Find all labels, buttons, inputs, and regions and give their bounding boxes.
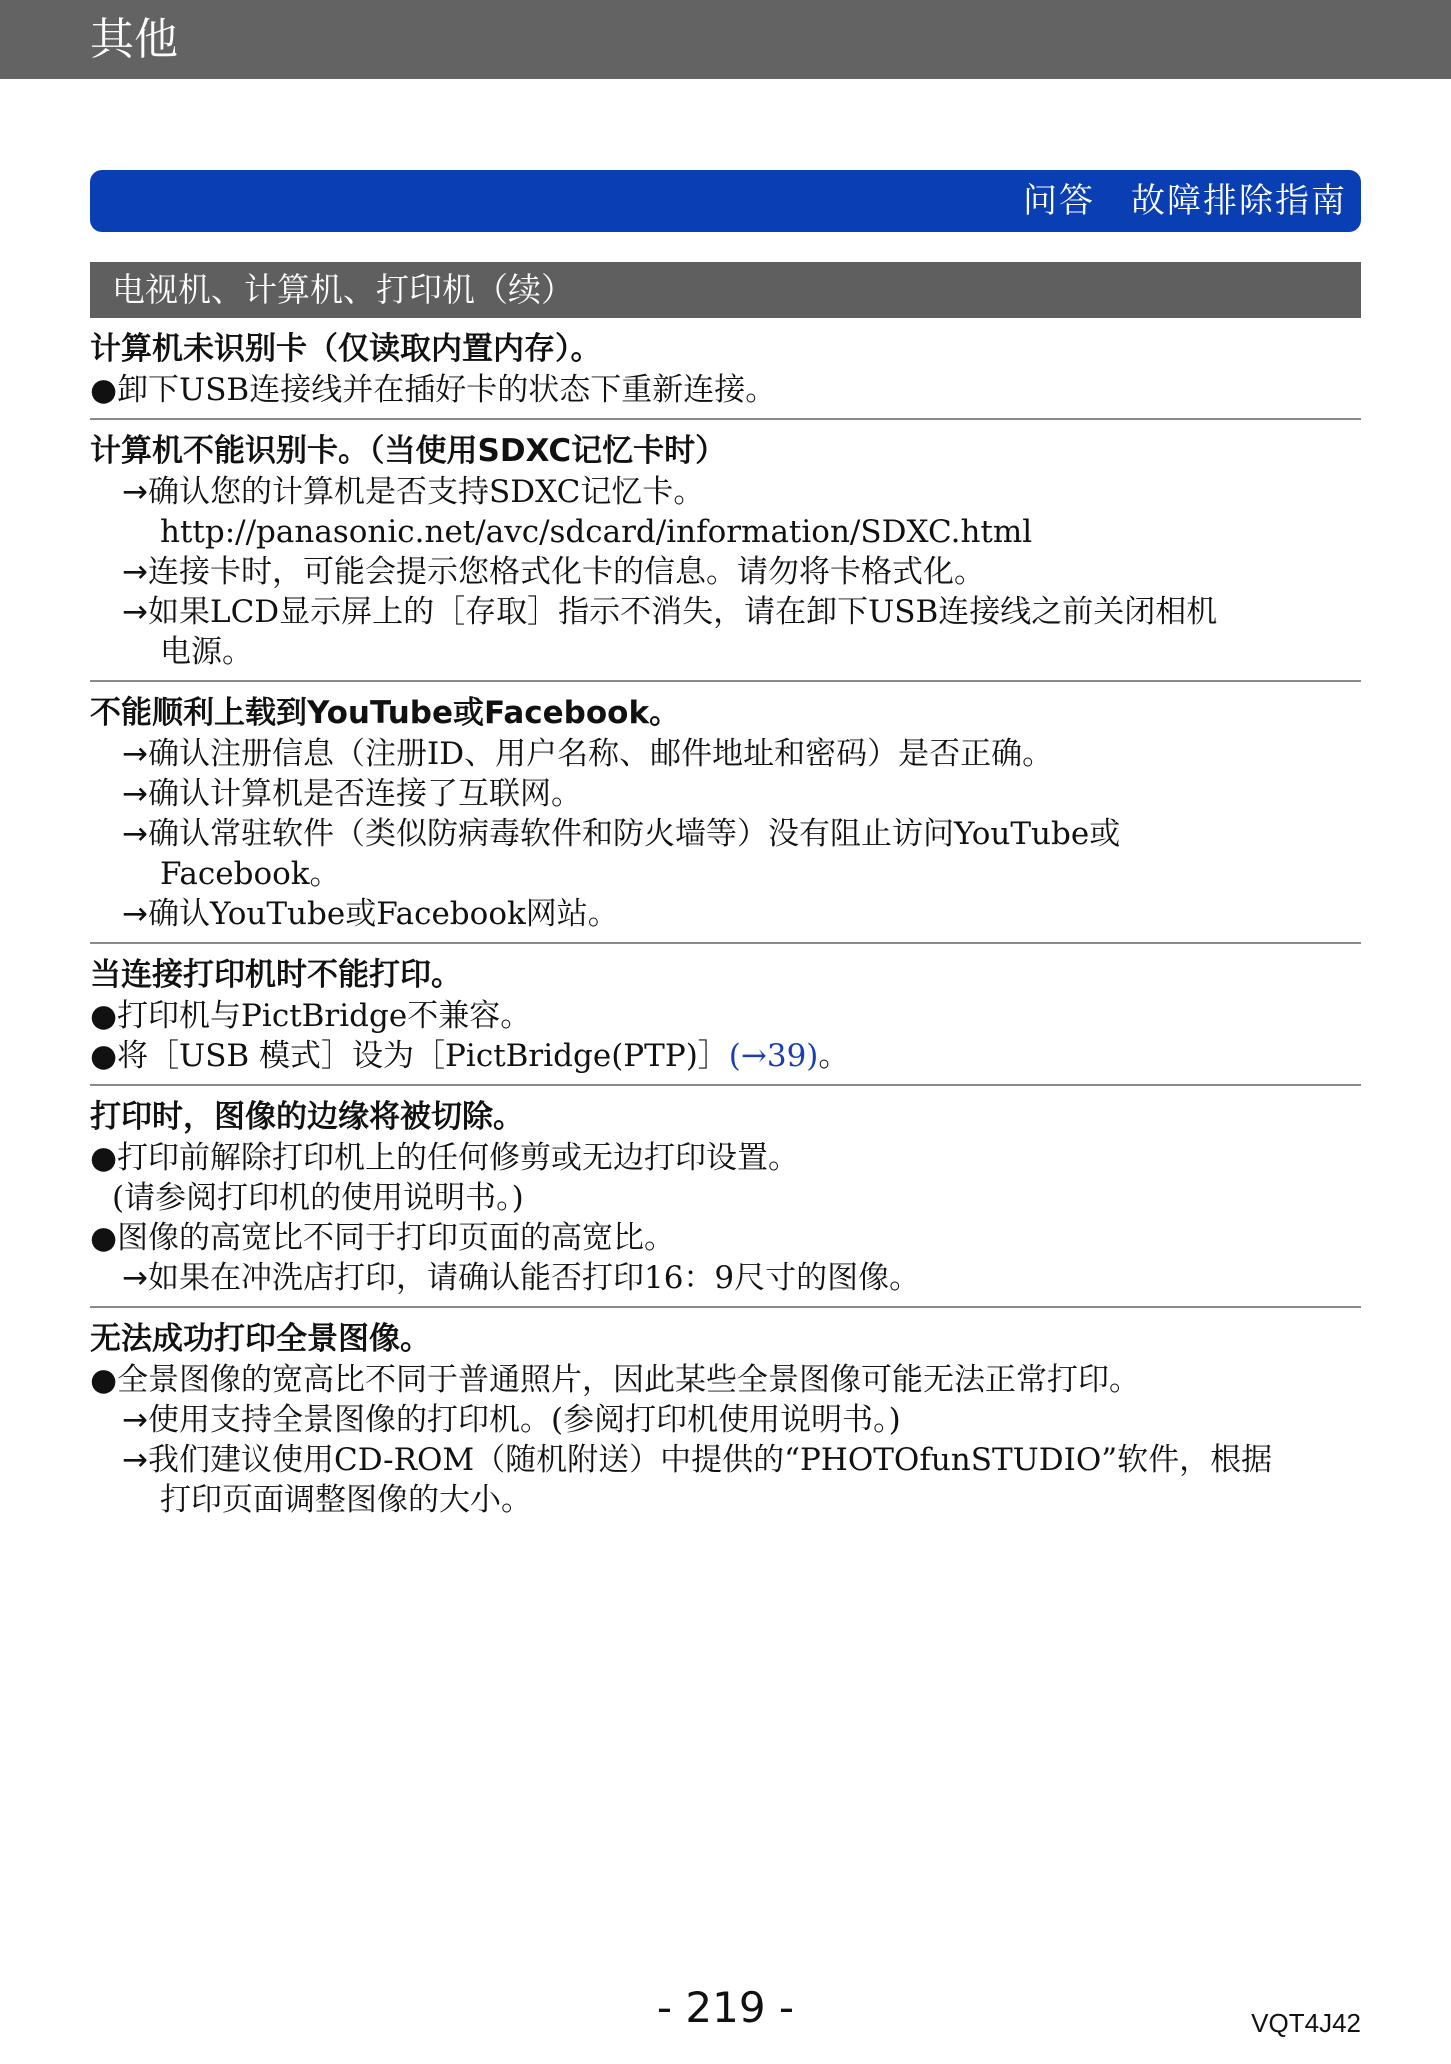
support-url: http://panasonic.net/avc/sdcard/information/SDXC.html: [160, 514, 1033, 550]
topic-banner-text: 问答 故障排除指南: [1023, 181, 1347, 221]
qa-item: [90, 420, 1361, 682]
answer-bullet: ● 卸下USB连接线并在插好卡的状态下重新连接。: [90, 370, 1361, 410]
qa-item: [90, 322, 1361, 420]
answer-bullet: ● 全景图像的宽高比不同于普通照片，因此某些全景图像可能无法正常打印。: [90, 1360, 1361, 1400]
section-heading-bar: [90, 262, 1361, 318]
answer-arrow: → 确认计算机是否连接了互联网。: [90, 774, 1361, 814]
question-heading: 当连接打印机时不能打印。: [90, 957, 462, 993]
answer-bullet: ● 将［USB 模式］设为［PictBridge(PTP)］(→39)。: [90, 1036, 1361, 1076]
page-reference-link[interactable]: (→39): [728, 1038, 819, 1074]
answer-arrow: → 我们建议使用CD-ROM（随机附送）中提供的“PHOTOfunSTUDIO”软件，根据: [90, 1440, 1361, 1480]
answer-arrow: → 确认注册信息（注册ID、用户名称、邮件地址和密码）是否正确。: [90, 734, 1361, 774]
qa-item: [90, 1086, 1361, 1308]
answer-arrow: → 如果LCD显示屏上的［存取］指示不消失，请在卸下USB连接线之前关闭相机: [90, 592, 1361, 632]
answer-continuation: 电源。: [160, 634, 253, 670]
section-heading: 电视机、计算机、打印机（续）: [112, 270, 574, 309]
answer-arrow: → 确认您的计算机是否支持SDXC记忆卡。: [90, 472, 1361, 512]
answer-continuation: Facebook。: [160, 856, 341, 892]
question-heading: 不能顺利上载到YouTube或Facebook。: [90, 695, 681, 731]
top-header-bar: [0, 0, 1451, 79]
answer-continuation: 打印页面调整图像的大小。: [160, 1482, 532, 1518]
qa-item: [90, 944, 1361, 1086]
qa-list: [90, 322, 1361, 1528]
answer-arrow: → 使用支持全景图像的打印机。(参阅打印机使用说明书。): [90, 1400, 1361, 1440]
question-heading: 无法成功打印全景图像。: [90, 1321, 431, 1357]
question-heading: 计算机不能识别卡。（当使用SDXC记忆卡时）: [90, 433, 727, 469]
question-heading: 计算机未识别卡（仅读取内置内存）。: [90, 331, 602, 367]
question-heading: 打印时，图像的边缘将被切除。: [90, 1099, 524, 1135]
answer-arrow: → 如果在冲洗店打印，请确认能否打印16：9尺寸的图像。: [90, 1258, 1361, 1298]
answer-arrow: → 确认常驻软件（类似防病毒软件和防火墙等）没有阻止访问YouTube或: [90, 814, 1361, 854]
answer-bullet: ● 打印前解除打印机上的任何修剪或无边打印设置。: [90, 1138, 1361, 1178]
answer-bullet: ● 打印机与PictBridge不兼容。: [90, 996, 1361, 1036]
answer-arrow: → 连接卡时，可能会提示您格式化卡的信息。请勿将卡格式化。: [90, 552, 1361, 592]
answer-arrow: → 确认YouTube或Facebook网站。: [90, 894, 1361, 934]
page-number: - 219 -: [656, 1983, 795, 2032]
chapter-title: 其他: [90, 14, 178, 65]
document-code: VQT4J42: [1251, 2008, 1361, 2038]
qa-item: [90, 682, 1361, 944]
answer-bullet: ● 图像的高宽比不同于打印页面的高宽比。: [90, 1218, 1361, 1258]
topic-banner: [90, 170, 1361, 232]
qa-item: [90, 1308, 1361, 1528]
answer-note: (请参阅打印机的使用说明书。): [112, 1180, 524, 1216]
